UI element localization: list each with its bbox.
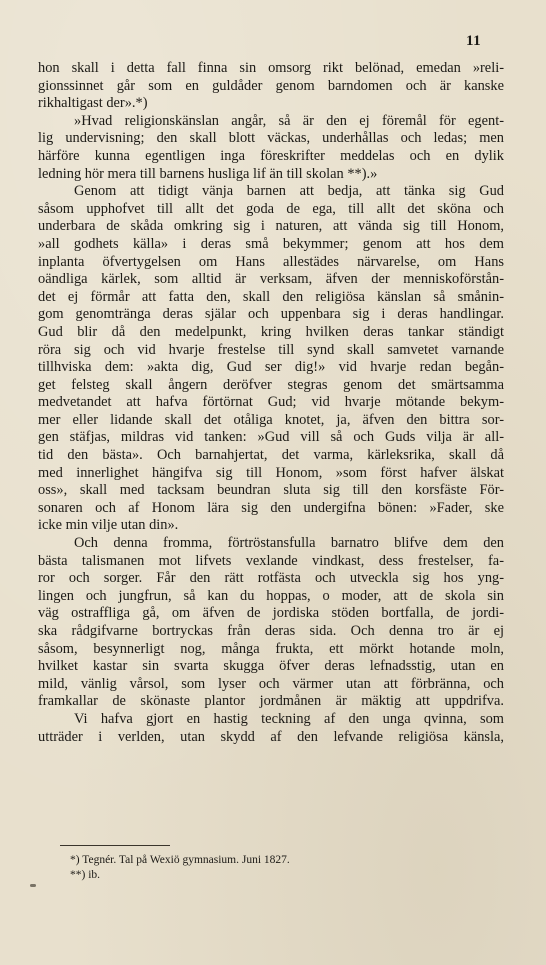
text-line: gom genomtränga deras själar och uppenbara sig i deras handlingar. [38,306,504,323]
text-line: gionssinnet går som en guldåder genom barndomen och är kanske [38,77,504,94]
text-line: inplanta öfvertygelsen om Hans allestädes närvarelse, om Hans [38,253,504,270]
footnote-line: *) Tegnér. Tal på Wexiö gymnasium. Juni 1827. [70,854,290,866]
text-line: mild, vänlig vårsol, som lyser och värmer utan att förbränna, och [38,675,504,692]
ink-speck [30,884,36,887]
text-line: lig undervisning; den skall blott väckas, underhållas och ledas; men [38,130,504,147]
text-line: oändliga kärlek, som alltid är verksam, äfven der menniskoförstån- [38,271,504,288]
text-line: hon skall i detta fall finna sin omsorg rikt belönad, emedan »reli- [38,60,504,76]
body-text [38,60,504,746]
text-line: utträder i verlden, utan skydd af den lefvande religiösa känsla, [38,728,504,745]
text-line: rikhaltigast der».*) [38,95,148,112]
footnotes [70,853,490,883]
text-line: röra sig och vid hvarje frestelse till synd skall samvetet varnande [38,341,504,358]
text-line: oss», skall med tacksam beundran sluta sig till den korsfäste För- [38,482,504,499]
text-line: get felsteg skall ångern deröfver stegras genom det smärtsamma [38,376,504,393]
text-line: tillhviska dem: »akta dig, Gud ser dig!» vid hvarje redan begån- [38,359,504,376]
text-line: Genom att tidigt vänja barnen att bedja, att tänka sig Gud [74,183,504,200]
text-line: gen stäfjas, mildras vid tanken: »Gud vill så och Guds vilja är all- [38,429,504,446]
text-line: Och denna fromma, förtröstansfulla barnatro blifve dem den [74,535,504,552]
text-line: ledning hör mera till barnens husliga lif än till skolan **).» [38,165,378,182]
text-line: det ej förmår att fatta den, skall den religiösa känslan så smånin- [38,288,504,305]
text-line: medvetandet att hafva förtörnat Gud; vid hvarje mötande bekym- [38,394,504,411]
text-line: härföre kunna egentligen inga föreskrifter meddelas och en dylik [38,147,504,164]
text-line: Gud blir då den medelpunkt, kring hvilken deras tankar ständigt [38,323,504,340]
text-line: framkallar de skönaste plantor jordmånen är mäktig att uppdrifva. [38,693,504,710]
text-line: Vi hafva gjort en hastig teckning af den unga qvinna, som [74,710,504,727]
footnote-line: **) ib. [70,869,101,881]
text-line: med innerlighet hängifva sig till Honom, »som först hafver älskat [38,464,504,481]
footnote-rule [60,845,170,846]
text-line: icke min vilje utan din». [38,517,179,534]
text-line: hvilket kastar sin svarta skugga öfver deras lefnadsstig, utan en [38,658,504,675]
text-line: väg ostraffliga gå, om äfven de jordiska stöden bortfalla, de jordi- [38,605,504,622]
text-line: tid den bästa». Och barnahjertat, det varma, kärleksrika, skall då [38,447,504,464]
text-line: ska rådgifvarne bortryckas från deras sida. Och denna tro är ej [38,623,504,639]
text-line: bästa talismanen mot lifvets vexlande vindkast, dess frestelser, fa- [38,552,504,569]
text-line: »Hvad religionskänslan angår, så är den ej föremål för egent- [74,112,504,129]
text-line: »all godhets källa» i deras små bekymmer; genom att hos dem [38,235,504,252]
text-line: såsom upphofvet till allt det goda de ega, till allt det sköna och [38,200,504,217]
page-number: 11 [466,33,482,49]
text-line: mer eller lidande skall det otåliga knotet, ja, äfven den bittra sor- [38,411,504,428]
text-line: underbara de skåda omkring sig i naturen, att vända sig till Honom, [38,218,504,235]
text-line: såsom, besynnerligt nog, många frukta, ett mörkt hotande moln, [38,640,504,657]
text-line: lingen och jungfrun, så kan du hoppas, o moder, att de skola sin [38,587,504,604]
text-line: ror och sorger. Får den rätt rotfästa och utveckla sig hos yng- [38,570,504,587]
text-line: sonaren och af Honom lära sig den undergifna bönen: »Fader, ske [38,499,504,516]
